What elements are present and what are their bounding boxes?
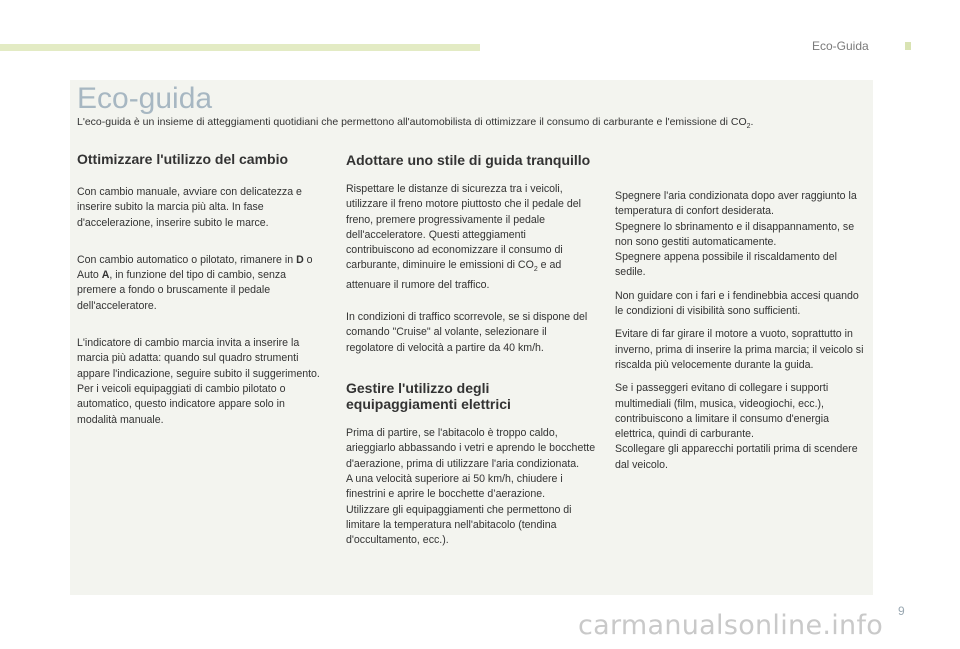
header-bullet-marker — [905, 42, 911, 50]
paragraph-ventilation — [346, 426, 596, 548]
co2-subscript: 2 — [533, 266, 538, 274]
watermark: carmanualsonline.info — [578, 610, 884, 641]
text-indicator: L'indicatore di cambio marcia invita a inserire la marcia più adatta: quando sul quadro strumenti appare l'indicazione, seguire subito il suggerimento. — [77, 337, 320, 380]
page-title: Eco-guida — [77, 82, 213, 115]
text-windows: A una velocità superiore ai 50 km/h, chiudere i finestrini e aprire le bocchette d’aerazione. — [346, 472, 563, 501]
column-energy-tips — [615, 189, 865, 490]
header-accent-bar — [0, 44, 480, 51]
text-equipment: Utilizzare gli equipaggiamenti che permettono di limitare la temperatura nell'abitacolo (tendina d'occultamento, ecc.). — [346, 503, 572, 547]
text-ventilation: Prima di partire, se l'abitacolo è troppo caldo, arieggiarlo abbassando i vetri e aprendo le bocchette d'aerazione, prima di utilizzare l'aria condizionata. — [346, 427, 596, 470]
text-defrost: Spegnere lo sbrinamento e il disappannamento, se non sono gestiti automaticamente. — [615, 220, 855, 248]
paragraph-multimedia — [615, 381, 865, 473]
text-segment: e ad attenuare il rumore del traffico. — [346, 259, 562, 291]
text-seat-heating: Spegnere appena possibile il riscaldamento del sedile. — [615, 251, 838, 279]
text-bold-d: D — [296, 253, 304, 266]
paragraph-safe-distance — [346, 182, 596, 293]
paragraph-automatic-gearbox — [77, 253, 327, 314]
paragraph-lights: Non guidare con i fari e i fendinebbia accesi quando le condizioni di visibilità sono sufficienti. — [615, 289, 859, 318]
text-multimedia: Se i passeggeri evitano di collegare i supporti multimediali (film, musica, videogiochi, ecc.), contribuiscono a limitare il consumo d'energia elettrica, quindi di carburante. — [615, 382, 830, 441]
paragraph-air-conditioning — [615, 189, 865, 281]
heading-gearbox: Ottimizzare l'utilizzo del cambio — [77, 151, 289, 167]
column-gearbox — [77, 151, 327, 445]
text-ac: Spegnere l'aria condizionata dopo aver raggiunto la temperatura di confort desiderata. — [615, 190, 857, 218]
heading-electrical-equipment: Gestire l'utilizzo degli equipaggiamenti elettrici — [346, 380, 511, 413]
text-segment: o Auto — [77, 253, 313, 282]
page-number: 9 — [898, 604, 905, 618]
intro-subscript: 2 — [746, 123, 751, 131]
intro-paragraph — [77, 116, 867, 133]
text-segment: , in funzione del tipo di cambio, senza premere a fondo o bruscamente il pedale dell'acceleratore. — [77, 269, 287, 312]
text-indicator-note: Per i veicoli equipaggiati di cambio pilotato o automatico, questo indicatore appare solo in modalità manuale. — [77, 382, 286, 426]
text-bold-a: A — [101, 269, 110, 282]
heading-driving-style: Adottare uno stile di guida tranquillo — [346, 152, 591, 168]
text-portable-devices: Scollegare gli apparecchi portatili prima di scendere dal veicolo. — [615, 443, 858, 471]
text-segment: Rispettare le distanze di sicurezza tra i veicoli, utilizzare il freno motore piuttosto che il pedale del freno, premere progressivamente il pedale dell'acceleratore. Questi atteggiamenti contribuiscono ad economizzare il consumo di carburante, diminuire le emissioni di CO — [346, 183, 581, 272]
intro-text: L'eco-guida è un insieme di atteggiamenti quotidiani che permettono all'automobilista di ottimizzare il consumo di carburante e l'emissione di CO — [77, 116, 747, 128]
paragraph-gear-indicator — [77, 336, 327, 428]
text-segment: Con cambio automatico o pilotato, rimanere in — [77, 253, 297, 266]
paragraph-cruise: In condizioni di traffico scorrevole, se si dispone del comando "Cruise" al volante, selezionare il regolatore di velocità a partire da 40 km/h. — [346, 311, 588, 354]
intro-end: . — [750, 116, 754, 128]
paragraph-idling: Evitare di far girare il motore a vuoto, soprattutto in inverno, prima di inserire la prima marcia; il veicolo si riscalda più velocemente durante la guida. — [615, 328, 864, 371]
paragraph-manual-gearbox: Con cambio manuale, avviare con delicatezza e inserire subito la marcia più alta. In fase d'accelerazione, inserire subito le marce. — [77, 186, 302, 229]
section-title: Eco-Guida — [812, 39, 869, 53]
column-driving-style — [346, 152, 596, 565]
